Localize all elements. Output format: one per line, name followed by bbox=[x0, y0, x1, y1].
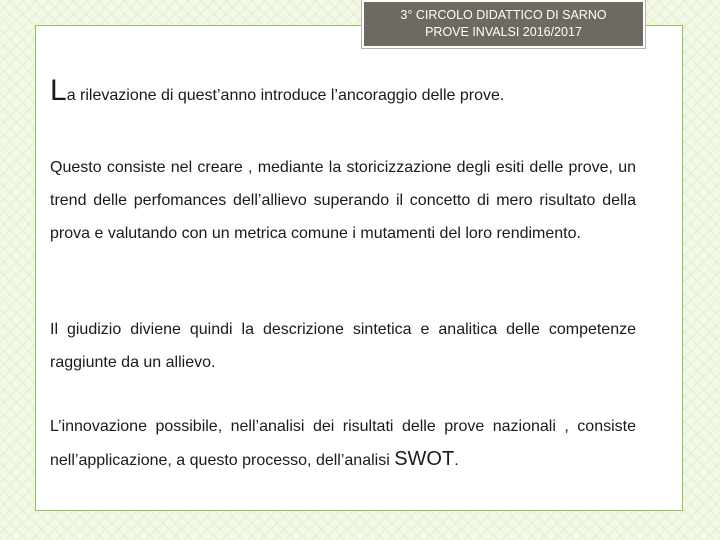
header-line1: 3° CIRCOLO DIDATTICO DI SARNO bbox=[400, 8, 607, 22]
swot-emphasis: SWOT bbox=[394, 448, 455, 470]
intro-dropcap: L bbox=[50, 74, 67, 107]
paragraph-3 bbox=[50, 410, 636, 477]
paragraph-3-end: . bbox=[454, 452, 459, 469]
header-line2: PROVE INVALSI 2016/2017 bbox=[425, 25, 582, 39]
paragraph-3-text: L’innovazione possibile, nell’analisi dei risultati delle prove nazionali , consiste nell’applicazione, a questo processo, dell’analisi bbox=[50, 418, 636, 469]
header-box bbox=[362, 0, 645, 48]
paragraph-1: Questo consiste nel creare , mediante la storicizzazione degli esiti delle prove, un trend delle perfomances dell’allievo superando il concetto di mero risultato della prova e valutando con un metrica comune i mutamenti del loro rendimento. bbox=[50, 159, 636, 242]
paragraph-2: Il giudizio diviene quindi la descrizione sintetica e analitica delle competenze raggiunte da un allievo. bbox=[50, 321, 636, 371]
intro-text: a rilevazione di quest’anno introduce l’ancoraggio delle prove. bbox=[66, 87, 505, 104]
intro-line bbox=[50, 74, 504, 108]
